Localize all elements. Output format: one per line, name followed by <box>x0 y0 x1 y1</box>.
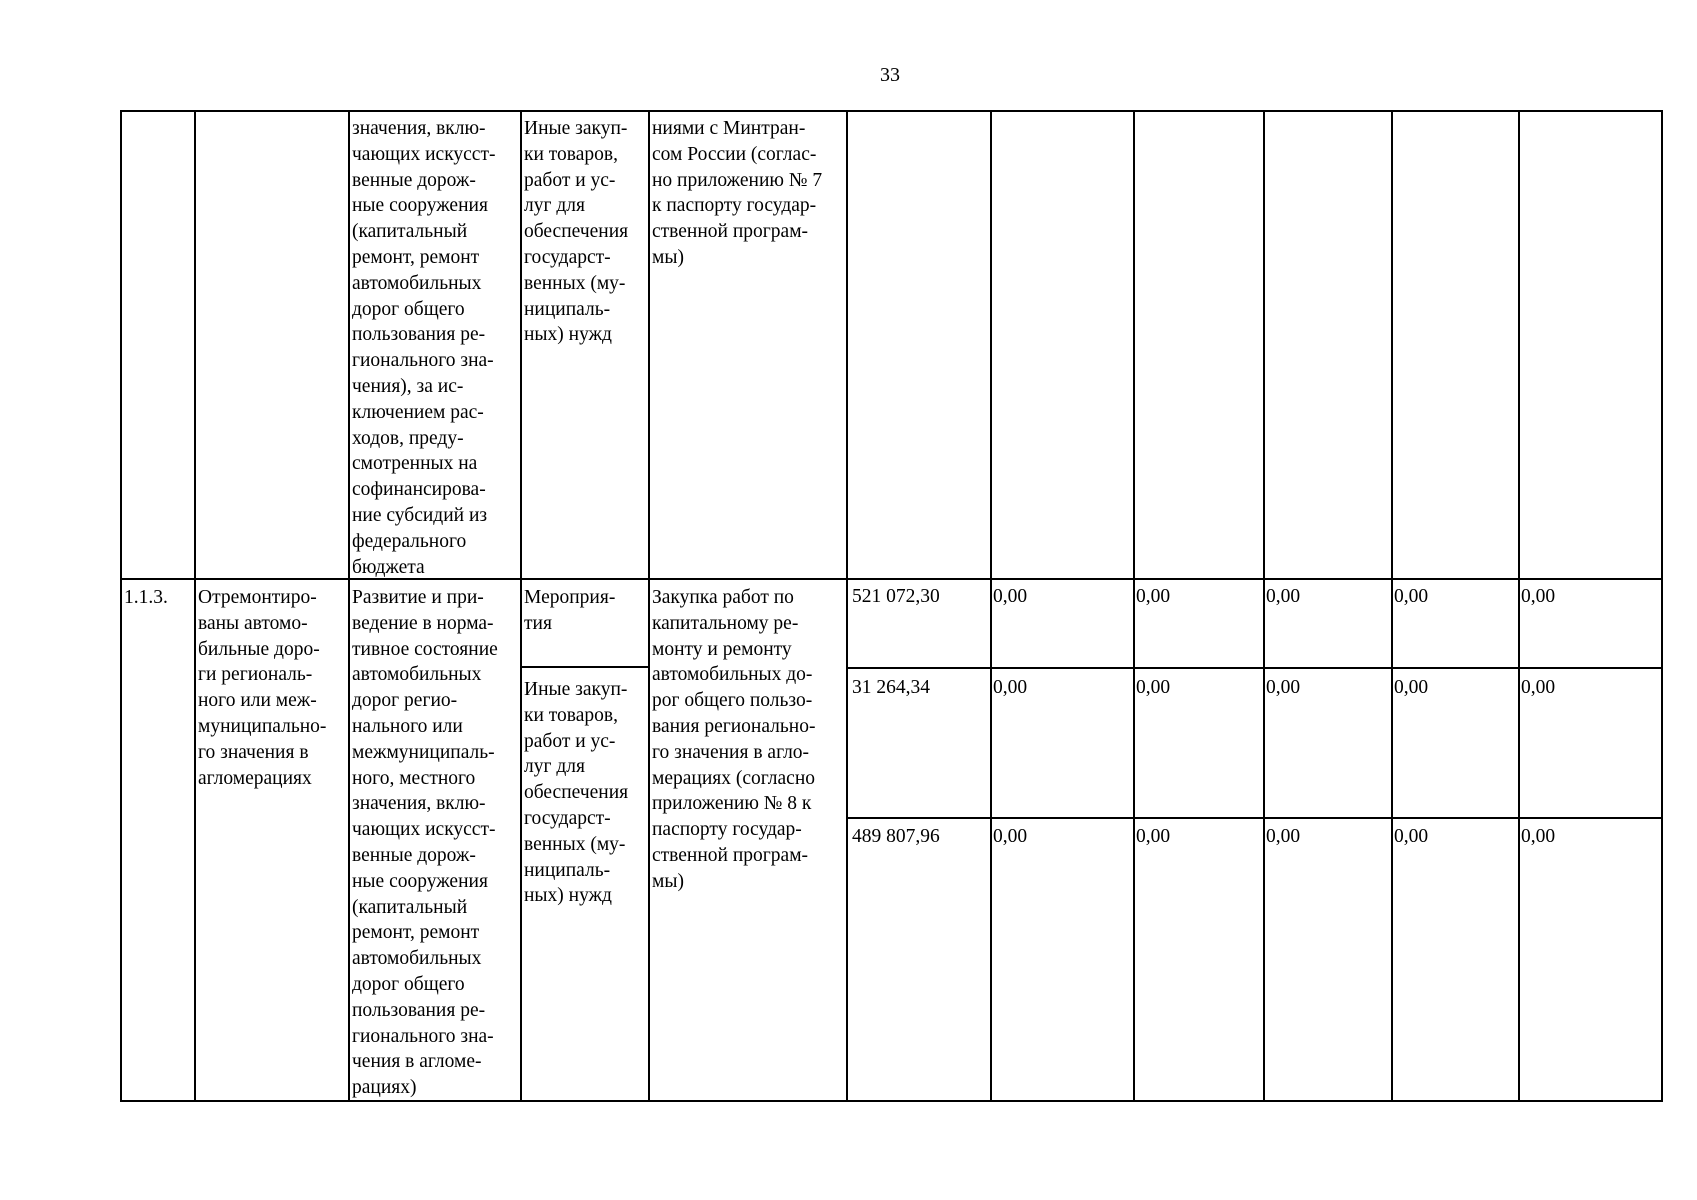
value-cell: 0,00 <box>1394 826 1429 847</box>
col-line-11 <box>1661 110 1663 1102</box>
type-top-cell: Мероприя- тия <box>524 587 616 634</box>
value-cell: 489 807,96 <box>852 826 940 847</box>
col-line-8 <box>1263 110 1265 1102</box>
value-cell: 0,00 <box>1136 826 1171 847</box>
value-cell: 0,00 <box>1521 586 1556 607</box>
value-cell: 521 072,30 <box>852 586 940 607</box>
value-cell: 0,00 <box>1394 586 1429 607</box>
description-cell: Закупка работ по капитальному ре- монту и ремонту автомобильных до- рог общего пользо- вания регионально- го значения в агло- мерациях (согласно приложению № 8 к паспорту государ- ственной програм- мы) <box>652 587 816 892</box>
col-line-9 <box>1391 110 1393 1102</box>
value-cell: 0,00 <box>1521 677 1556 698</box>
activity-cell: Развитие и при- ведение в норма- тивное состояние автомобильных дорог регио- нального или межмуниципаль- ного, местного значения, вклю- чающих искусст- венные дорож- ные сооружения (капитальный ремонт, ремонт автомобильных дорог общего пользования ре- гионального зна- чения в агломе- рациях) <box>352 587 498 1099</box>
subrow-separator-1 <box>848 667 1663 669</box>
col-line-7 <box>1133 110 1135 1102</box>
value-cell: 0,00 <box>1394 677 1429 698</box>
activity-type-separator <box>520 666 650 668</box>
col-line-6 <box>990 110 992 1102</box>
col-line-10 <box>1518 110 1520 1102</box>
type-bottom-cell: Иные закуп- ки товаров, работ и ус- луг для обеспечения государст- венных (му- ниципаль- ных) нужд <box>524 679 629 907</box>
table-top-border <box>120 110 1663 112</box>
page-number: 33 <box>880 64 900 86</box>
value-cell: 31 264,34 <box>852 677 930 698</box>
value-cell: 0,00 <box>993 586 1028 607</box>
value-cell: 0,00 <box>1136 586 1171 607</box>
continued-type-cell: Иные закуп- ки товаров, работ и ус- луг для обеспечения государст- венных (му- ниципаль- ных) нужд <box>524 118 629 346</box>
value-cell: 0,00 <box>1136 677 1171 698</box>
value-cell: 0,00 <box>1266 586 1301 607</box>
subrow-separator-2 <box>848 817 1663 819</box>
value-cell: 0,00 <box>1266 677 1301 698</box>
row-number-cell: 1.1.3. <box>124 587 168 608</box>
value-cell: 0,00 <box>993 826 1028 847</box>
value-cell: 0,00 <box>1266 826 1301 847</box>
continued-activity-cell: значения, вклю- чающих искусст- венные дорож- ные сооружения (капитальный ремонт, ремонт автомобильных дорог общего пользования ре- гионального зна- чения), за ис- ключением рас- ходов, преду- смотренных на софинансирова- ние субсидий из федерального бюджета <box>352 118 496 578</box>
value-cell: 0,00 <box>993 677 1028 698</box>
continued-description-cell: ниями с Минтран- сом России (соглас- но приложению № 7 к паспорту государ- ственной програм- мы) <box>652 118 823 268</box>
value-cell: 0,00 <box>1521 826 1556 847</box>
result-cell: Отремонтиро- ваны автомо- бильные доро- ги региональ- ного или меж- муниципально- го значения в агломерациях <box>198 587 327 789</box>
